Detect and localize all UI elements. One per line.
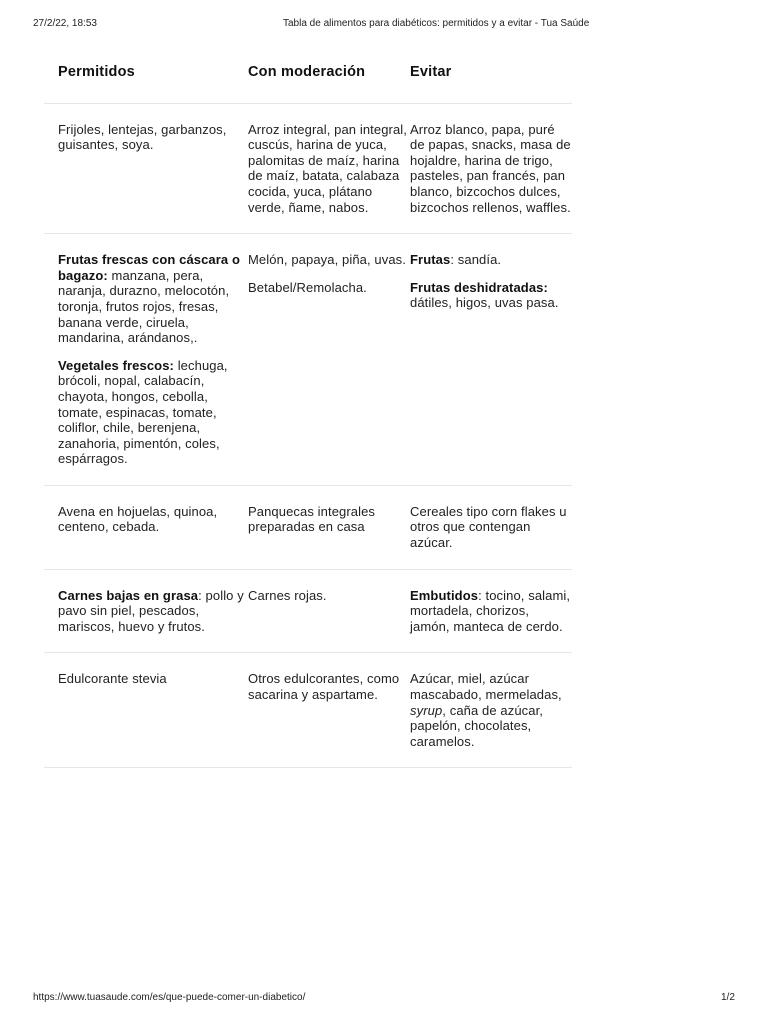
cell-text: Frijoles, lentejas, garbanzos, guisantes, soya.: [58, 121, 227, 153]
cell-paragraph: [410, 280, 572, 311]
cell-avoid: [410, 252, 572, 467]
cell-moderate: [248, 671, 410, 749]
cell-italic-term: syrup: [410, 702, 443, 718]
table-row: [44, 234, 572, 486]
cell-bold-label: Vegetales frescos:: [58, 357, 174, 373]
cell-text: Panquecas integrales preparadas en casa: [248, 503, 376, 535]
cell-avoid: [410, 671, 572, 749]
cell-text: : tocino, salami, mortadela, chorizos, jamón, manteca de cerdo.: [410, 587, 571, 634]
food-table: [44, 52, 572, 768]
table-row: [44, 486, 572, 570]
cell-text: Otros edulcorantes, como sacarina y aspartame.: [248, 671, 400, 703]
cell-text: Azúcar, miel, azúcar mascabado, mermeladas,: [410, 671, 562, 703]
page-number: 1/2: [721, 992, 735, 1003]
header-moderate: Con moderación: [248, 64, 366, 80]
cell-avoid: [410, 504, 572, 551]
cell-allowed: [44, 122, 248, 216]
cell-bold-label: Embutidos: [410, 587, 479, 603]
cell-text: Cereales tipo corn flakes u otros que contengan azúcar.: [410, 503, 567, 551]
table-header-row: [44, 52, 572, 104]
cell-allowed: [44, 671, 248, 749]
cell-paragraph: [410, 588, 572, 635]
cell-paragraph: [58, 588, 248, 635]
cell-bold-label: Frutas: [410, 252, 451, 268]
cell-bold-label: Carnes bajas en grasa: [58, 587, 199, 603]
cell-allowed: [44, 504, 248, 551]
cell-text: manzana, pera, naranja, durazno, melocotón, toronja, frutos rojos, fresas, banana verde, ciruela, mandarina, arándanos,.: [58, 267, 230, 346]
cell-avoid: [410, 122, 572, 216]
cell-allowed: [44, 588, 248, 635]
cell-text: Melón, papaya, piña, uvas.: [248, 252, 406, 268]
header-allowed: Permitidos: [58, 64, 135, 80]
cell-text: Avena en hojuelas, quinoa, centeno, cebada.: [58, 503, 218, 535]
table-row: [44, 653, 572, 768]
cell-moderate: [248, 504, 410, 551]
print-page-title: Tabla de alimentos para diabéticos: permitidos y a evitar - Tua Saúde: [283, 18, 590, 29]
cell-text: , caña de azúcar, papelón, chocolates, caramelos.: [410, 702, 544, 749]
cell-moderate: [248, 588, 410, 635]
cell-bold-label: Frutas deshidratadas:: [410, 279, 548, 295]
cell-text: Arroz integral, pan integral, cuscús, harina de yuca, palomitas de maíz, harina de maíz, batata, calabaza cocida, yuca, plátano verde, ñame, nabos.: [248, 121, 407, 215]
cell-moderate: [248, 122, 410, 216]
cell-text: Betabel/Remolacha.: [248, 279, 367, 295]
cell-bold-label: Frutas frescas con cáscara o bagazo:: [58, 252, 241, 283]
table-row: [44, 104, 572, 235]
cell-moderate: [248, 252, 410, 467]
header-avoid: Evitar: [410, 64, 452, 80]
print-url: https://www.tuasaude.com/es/que-puede-comer-un-diabetico/: [33, 992, 306, 1003]
cell-text: Arroz blanco, papa, puré de papas, snacks, masa de hojaldre, harina de trigo, pasteles, pan francés, pan blanco, bizcochos dulces, bizcochos rellenos, waffles.: [410, 121, 571, 215]
cell-text: dátiles, higos, uvas pasa.: [410, 295, 559, 311]
cell-text: Carnes rojas.: [248, 587, 327, 603]
table-row: [44, 570, 572, 654]
cell-allowed: [44, 252, 248, 467]
cell-paragraph: [410, 671, 572, 749]
cell-paragraph: [410, 252, 572, 268]
cell-avoid: [410, 588, 572, 635]
cell-paragraph: [58, 358, 248, 467]
cell-paragraph: [58, 252, 248, 346]
cell-text: : pollo y pavo sin piel, pescados, mariscos, huevo y frutos.: [58, 587, 244, 634]
cell-text: lechuga, brócoli, nopal, calabacín, chayota, hongos, cebolla, tomate, espinacas, tomate, coliflor, chile, berenjena, zanahoria, pimentón, coles, espárragos.: [58, 357, 228, 467]
cell-text: Edulcorante stevia: [58, 671, 167, 687]
cell-text: : sandía.: [450, 252, 502, 268]
print-date: 27/2/22, 18:53: [33, 18, 97, 29]
